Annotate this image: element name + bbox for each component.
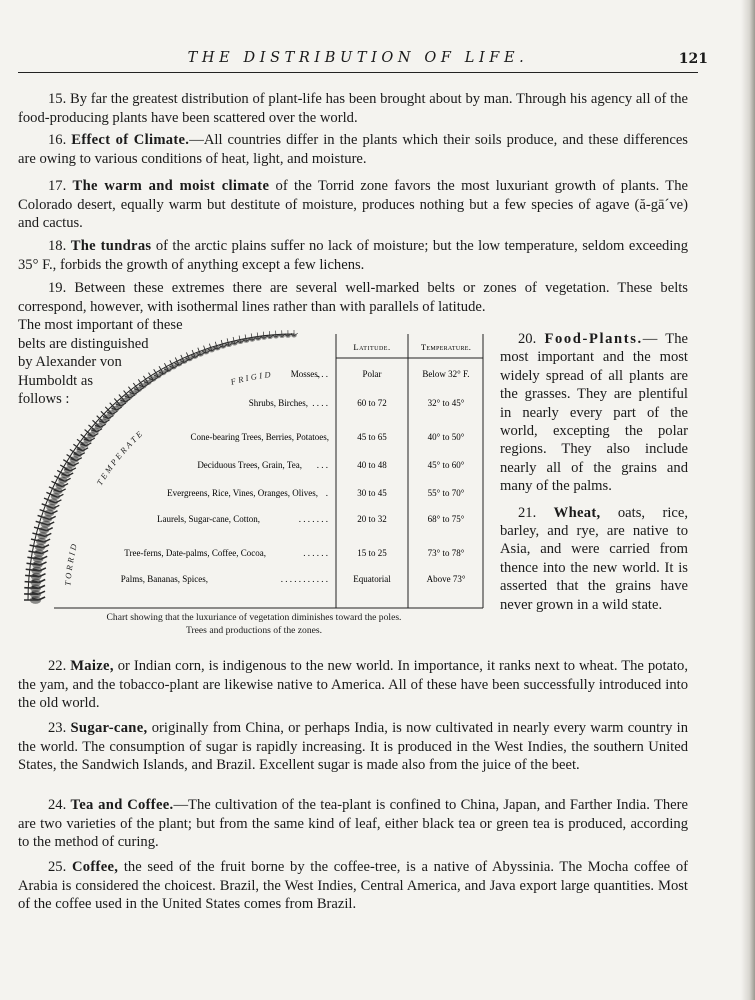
plant-foliage xyxy=(214,346,221,351)
caption-line: Chart showing that the luxuriance of vegetation diminishes toward the poles. xyxy=(106,612,402,623)
paragraph-lead: Effect of Climate. xyxy=(71,132,190,148)
zone-row xyxy=(191,432,465,442)
temperature-value: 32° to 45° xyxy=(427,398,465,408)
latitude-value: 40 to 48 xyxy=(357,460,387,470)
intro-line: follows : xyxy=(18,391,70,408)
plant-foliage xyxy=(279,334,285,338)
paragraph-number: 20. xyxy=(518,331,537,347)
temperature-value: 68° to 75° xyxy=(427,514,465,524)
paragraph-number: 15. xyxy=(48,91,67,107)
plant-foliage xyxy=(237,340,243,344)
plant-foliage xyxy=(226,342,232,347)
plant-foliage xyxy=(249,337,255,341)
page-edge-shadow xyxy=(741,0,755,1000)
paragraph-text: or Indian corn, is indigenous to the new world. In importance, it ranks next to wheat. The potato, the yam, and the tobacco-plant are likewise native to America. All of these have been successfully introduced into the old world. xyxy=(18,658,688,712)
arc-label-frigid: FRIGID xyxy=(229,369,274,387)
plant-foliage xyxy=(243,338,249,342)
paragraph-17 xyxy=(18,177,688,233)
zone-row xyxy=(121,574,466,584)
leader-dots: . . . . xyxy=(312,398,328,408)
vegetation-label: Mosses, xyxy=(290,369,320,379)
intro-line: belts are distinguished xyxy=(18,335,149,352)
leader-dots: . . . xyxy=(316,369,328,379)
running-head xyxy=(18,50,708,73)
temperature-value: Below 32° F. xyxy=(422,369,470,379)
temperature-value: 73° to 78° xyxy=(427,548,465,558)
temperature-value: 40° to 50° xyxy=(427,432,465,442)
leader-dots: . . . . . . xyxy=(303,548,328,558)
latitude-value: 60 to 72 xyxy=(357,398,387,408)
vegetation-label: Palms, Bananas, Spices, xyxy=(120,574,208,584)
latitude-value: 45 to 65 xyxy=(357,432,387,442)
paragraph-number: 22. xyxy=(48,658,67,674)
plant-foliage xyxy=(208,348,215,353)
chart-caption xyxy=(54,611,454,637)
arc-label-torrid: TORRID xyxy=(63,540,80,587)
paragraph-19 xyxy=(18,279,688,316)
vegetation-label: Deciduous Trees, Grain, Tea, xyxy=(197,460,302,470)
paragraph-24 xyxy=(18,796,688,852)
intro-line: by Alexander von xyxy=(18,354,122,371)
page-number: 121 xyxy=(678,51,708,67)
paragraph-number: 16. xyxy=(48,132,67,148)
paragraph-text: of the Torrid zone favors the most luxuriant growth of plants. The Colorado desert, equally warm but destitute of moisture, produces nothing but a few species of agave (ă-gā´ve) and cactus. xyxy=(18,178,689,232)
column-header-temperature: Temperature. xyxy=(420,342,472,352)
paragraph-20 xyxy=(500,330,688,496)
running-title: THE DISTRIBUTION OF LIFE. xyxy=(187,50,529,66)
paragraph-text: — The most important and the most widely spread of all plants are the grasses. They are plentiful in nearly every part of the world, excepting the polar regions. They also include nearly all of the grains and many of the palms. xyxy=(500,331,688,495)
paragraph-number: 25. xyxy=(48,859,67,875)
intro-line: The most important of these xyxy=(18,317,183,333)
vegetation-label: Shrubs, Birches, xyxy=(248,398,308,408)
zone-row xyxy=(249,398,465,408)
paragraph-lead: Food-Plants. xyxy=(544,331,643,347)
paragraph-22 xyxy=(18,657,688,713)
temperature-value: 45° to 60° xyxy=(427,460,465,470)
leader-dots: . . . . . . . xyxy=(298,514,328,524)
latitude-value: 15 to 25 xyxy=(357,548,387,558)
leader-dots: . . . . . . . . . . . xyxy=(280,574,328,584)
paragraph-text: —The cultivation of the tea-plant is confined to China, Japan, and Farther India. There are two varieties of the plant; but from the same kind of leaf, either black tea or green tea is produced, according to the method of curing. xyxy=(18,797,688,851)
arc-label-temperate: TEMPERATE xyxy=(95,428,146,488)
paragraph-lead: Tea and Coffee. xyxy=(70,797,174,813)
paragraph-lead: Maize, xyxy=(70,658,114,674)
plant-foliage xyxy=(255,336,261,340)
vegetation-zone-chart xyxy=(18,328,488,610)
plant-foliage xyxy=(267,335,273,339)
paragraph-23 xyxy=(18,719,688,775)
paragraph-25 xyxy=(18,858,688,914)
zone-row xyxy=(124,548,464,558)
plant-foliage xyxy=(261,336,267,340)
paragraph-number: 19. xyxy=(48,280,67,296)
paragraph-16 xyxy=(18,131,688,168)
paragraph-number: 24. xyxy=(48,797,67,813)
paragraph-lead: The warm and moist climate xyxy=(72,178,270,194)
intro-line: Humboldt as xyxy=(18,372,93,389)
zone-row xyxy=(167,488,465,498)
latitude-value: Equatorial xyxy=(353,574,391,584)
vegetation-label: Laurels, Sugar-cane, Cotton, xyxy=(156,514,260,524)
vegetation-label: Tree-ferns, Date-palms, Coffee, Cocoa, xyxy=(124,548,266,558)
latitude-value: Polar xyxy=(362,369,382,379)
paragraph-lead: Wheat, xyxy=(553,504,601,521)
paragraph-lead: Sugar-cane, xyxy=(70,720,148,736)
svg-text:TEMPERATE xyxy=(95,428,146,487)
leader-dots: . xyxy=(325,488,328,498)
paragraph-text: Between these extremes there are several well-marked belts or zones of vegetation. These belts correspond, however, with isothermal lines rather than with parallels of latitude. xyxy=(18,280,688,315)
paragraph-text: of the arctic plains suffer no lack of moisture; but the low temperature, seldom exceeding 35° F., forbids the growth of anything except a few lichens. xyxy=(18,238,688,273)
plant-foliage xyxy=(231,341,237,346)
plant-foliage xyxy=(273,334,279,338)
paragraph-15 xyxy=(18,90,688,127)
plant-foliage xyxy=(291,334,296,338)
paragraph-21 xyxy=(500,504,688,614)
svg-text:TORRID xyxy=(63,541,79,586)
paragraph-text: By far the greatest distribution of plant-life has been brought about by man. Through his agency all of the food-producing plants have been scattered over the world. xyxy=(18,91,688,126)
paragraph-text: originally from China, or perhaps India, is now cultivated in nearly every warm country in the world. The consumption of sugar is rapidly increasing. It is produced in the West Indies, the southern United States, the Sandwich Islands, and Brazil. Excellent sugar is made also from the juice of the beet. xyxy=(18,720,688,774)
caption-line: Trees and productions of the zones. xyxy=(185,625,323,636)
vegetation-label: Cone-bearing Trees, Berries, Potatoes, xyxy=(190,432,329,442)
paragraph-text: —All countries differ in the plants which their soils produce, and these differences are owing to various conditions of heat, light, and moisture. xyxy=(18,132,688,167)
paragraph-lead: Coffee, xyxy=(71,859,119,875)
paragraph-lead: The tundras xyxy=(70,238,152,254)
paragraph-number: 21. xyxy=(518,504,537,521)
svg-text:FRIGID xyxy=(229,370,274,387)
paragraph-number: 23. xyxy=(48,720,67,736)
temperature-value: Above 73° xyxy=(426,574,466,584)
zone-row xyxy=(197,460,464,470)
leader-dots: . . . xyxy=(316,460,328,470)
plant-foliage xyxy=(203,350,210,355)
paragraph-text: the seed of the fruit borne by the coffee-tree, is a native of Abyssinia. The Mocha coffee of Arabia is considered the choicest. Brazil, the West Indies, Central America, and Java export large quantities. Most of the coffee used in the United States comes from Brazil. xyxy=(18,859,688,913)
column-header-latitude: Latitude. xyxy=(353,342,391,352)
paragraph-number: 17. xyxy=(48,178,67,194)
plant-foliage xyxy=(285,334,291,338)
temperature-value: 55° to 70° xyxy=(427,488,465,498)
zone-row xyxy=(157,514,465,524)
zone-row xyxy=(291,369,470,379)
paragraph-number: 18. xyxy=(48,238,67,254)
paragraph-text: oats, rice, barley, and rye, are native to Asia, and were carried from thence into the new world. It is asserted that the grains have never grown in a wild state. xyxy=(500,504,688,613)
paragraph-18 xyxy=(18,237,688,274)
vegetation-label: Evergreens, Rice, Vines, Oranges, Olives, xyxy=(167,488,318,498)
plant-foliage xyxy=(220,344,226,349)
latitude-value: 20 to 32 xyxy=(357,514,387,524)
side-column xyxy=(500,330,688,614)
latitude-value: 30 to 45 xyxy=(357,488,387,498)
